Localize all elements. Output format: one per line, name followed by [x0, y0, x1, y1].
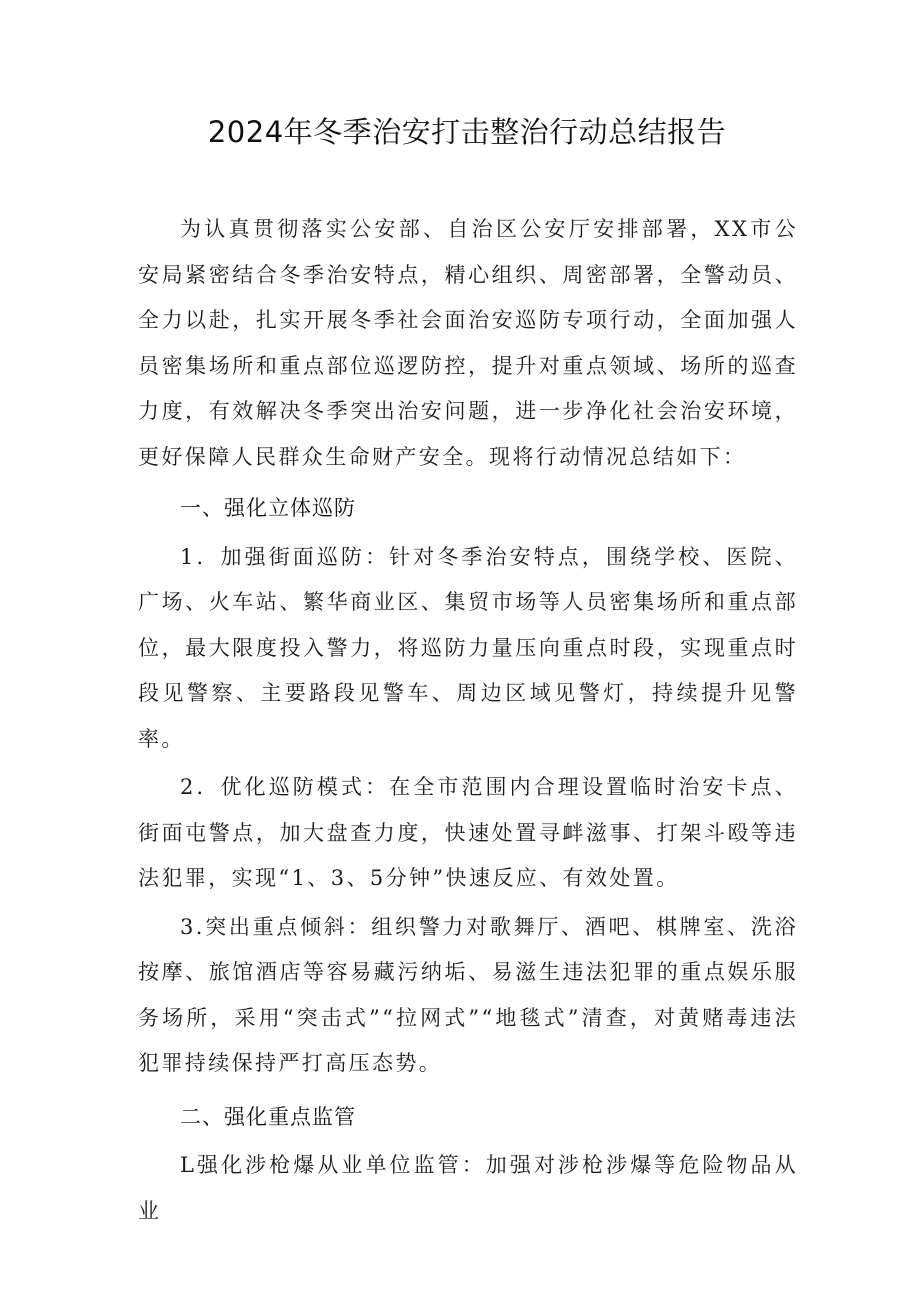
section1-item-3: 3.突出重点倾斜：组织警力对歌舞厅、酒吧、棋牌室、洗浴按摩、旅馆酒店等容易藏污纳垢、易滋生违法犯罪的重点娱乐服务场所，采用“突击式”“拉网式”“地毯式”清查，对黄赌毒违法犯罪持续保持严打高压态势。	[138, 914, 798, 1075]
document-title: 2024年冬季治安打击整治行动总结报告	[207, 115, 727, 149]
section1-item-2: 2．优化巡防模式：在全市范围内合理设置临时治安卡点、街面屯警点，加大盘查力度，快速处置寻衅滋事、打架斗殴等违法犯罪，实现“1、3、5分钟”快速反应、有效处置。	[138, 775, 798, 890]
section-heading-2: 二、强化重点监管	[180, 1104, 356, 1129]
section-heading-1: 一、强化立体巡防	[180, 496, 356, 520]
intro-paragraph: 为认真贯彻落实公安部、自治区公安厅安排部署，XX市公安局紧密结合冬季治安特点，精心组织、周密部署，全警动员、全力以赴，扎实开展冬季社会面治安巡防专项行动，全面加强人员密集场所和重点部位巡逻防控，提升对重点领域、场所的巡查力度，有效解决冬季突出治安问题，进一步净化社会治安环境，更好保障人民群众生命财产安全。现将行动情况总结如下：	[138, 217, 798, 469]
section1-item-1: 1．加强街面巡防：针对冬季治安特点，围绕学校、医院、广场、火车站、繁华商业区、集贸市场等人员密集场所和重点部位，最大限度投入警力，将巡防力量压向重点时段，实现重点时段见警察、主要路段见警车、周边区域见警灯，持续提升见警率。	[138, 544, 798, 751]
section2-item-1: L强化涉枪爆从业单位监管：加强对涉枪涉爆等危险物品从业	[138, 1153, 798, 1223]
document-body	[138, 207, 798, 1234]
